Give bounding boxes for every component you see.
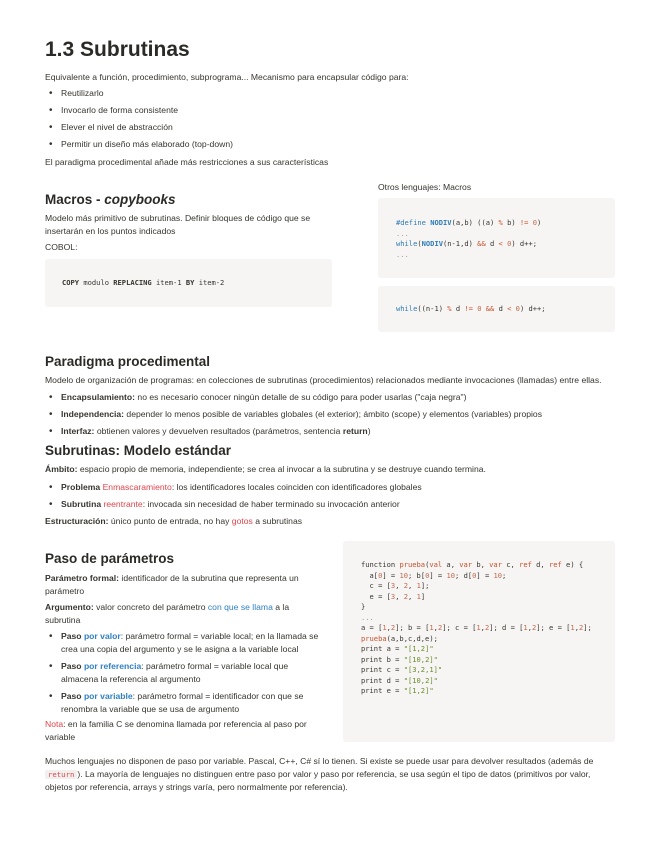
final-paragraph: Muchos lenguajes no disponen de paso por variable. Pascal, C++, C# sí lo tienen. Si existe se puede usar para devolver resultados (además de return ). La mayoría de lenguajes no distinguen entre paso por valor y paso por referencia, se usa según el tipo de datos (primitivos por valor, objetos por referencia, arrays y strings varía, pero normalmente por referencia). bbox=[45, 756, 594, 792]
scope-text: Ámbito: espacio propio de memoria, independiente; se crea al invocar a la subrutina y se destruye cuando termina. bbox=[45, 464, 486, 474]
standard-model-heading: Subrutinas: Modelo estándar bbox=[45, 443, 232, 458]
standard-list bbox=[45, 481, 620, 511]
list-item: • Problema Enmascaramiento: los identificadores locales coinciden con identificadores globales bbox=[45, 481, 620, 494]
list-item: • Elever el nivel de abstracción bbox=[45, 121, 615, 134]
cobol-label: COBOL: bbox=[45, 242, 78, 252]
argument-text: Argumento: valor concreto del parámetro con que se llama a la subrutina bbox=[45, 602, 290, 625]
formal-param-text: Parámetro formal: identificador de la subrutina que representa un parámetro bbox=[45, 573, 299, 596]
list-item: • Paso por variable: parámetro formal = identificador con que se renombra la variable que se usa de argumento bbox=[45, 690, 320, 716]
params-code-block: function prueba(val a, var b, var c, ref d, ref e) { a[0] = 10; b[0] = 10; d[0] = 10; c = [3, 2, 1]; e = [3, 2, 1] } ... a = [1,2]; b = [1,2]; c = [1,2]; d = [1,2]; e = [1,2]; prueba(a,b,c,d,e); print a = "[1,2]" print b = "[10,2]" print c = "[3,2,1]" print d = "[10,2]" print e = "[1,2]" bbox=[343, 541, 615, 742]
procedural-list bbox=[45, 391, 620, 438]
macro-code-block: #define NODIV(a,b) ((a) % b) != 0) ... while(NODIV(n-1,d) && d < 0) d++; ... bbox=[378, 198, 615, 278]
macros-desc: Modelo más primitivo de subrutinas. Definir bloques de código que se insertarán en los puntos indicados bbox=[45, 213, 311, 236]
list-item: • Encapsulamiento: no es necesario conocer ningún detalle de su código para poder usarlas ("caja negra") bbox=[45, 391, 620, 404]
procedural-heading: Paradigma procedimental bbox=[45, 354, 211, 369]
list-item: • Invocarlo de forma consistente bbox=[45, 104, 615, 117]
params-list bbox=[45, 630, 320, 716]
list-item: • Independencia: depender lo menos posible de variables globales (el exterior); ámbito (scope) y elementos (variables) propios bbox=[45, 408, 620, 421]
list-item: • Reutilizarlo bbox=[45, 87, 615, 100]
inline-code: return bbox=[45, 770, 77, 779]
intro-text: Equivalente a función, procedimiento, subprograma... Mecanismo para encapsular código para: bbox=[45, 72, 409, 82]
other-langs-label: Otros lenguajes: Macros bbox=[378, 182, 472, 192]
intro-outro: El paradigma procedimental añade más restricciones a sus características bbox=[45, 157, 329, 167]
note-text: Nota: en la familia C se denomina llamada por referencia al paso por variable bbox=[45, 719, 307, 742]
cobol-code-block: COPY modulo REPLACING item-1 BY item-2 bbox=[45, 259, 332, 307]
params-heading: Paso de parámetros bbox=[45, 551, 175, 566]
list-item: • Interfaz: obtienen valores y devuelven resultados (parámetros, sentencia return) bbox=[45, 425, 620, 438]
macros-heading: Macros - copybooks bbox=[45, 192, 176, 207]
list-item: • Paso por valor: parámetro formal = variable local; en la llamada se crea una copia del argumento y se le asigna a la variable local bbox=[45, 630, 320, 656]
list-item: • Permitir un diseño más elaborado (top-down) bbox=[45, 138, 615, 151]
procedural-desc: Modelo de organización de programas: en colecciones de subrutinas (procedimientos) relacionados mediante invocaciones (llamadas) entre ellas. bbox=[45, 375, 602, 385]
macro-expanded-code-block: while((n-1) % d != 0 && d < 0) d++; bbox=[378, 286, 615, 332]
page-title: 1.3 Subrutinas bbox=[45, 38, 190, 61]
list-item: • Paso por referencia: parámetro formal = variable local que almacena la referencia al argumento bbox=[45, 660, 320, 686]
structuring-text: Estructuración: único punto de entrada, no hay gotos a subrutinas bbox=[45, 516, 303, 526]
intro-list bbox=[45, 87, 615, 151]
list-item: • Subrutina reentrante: invocada sin necesidad de haber terminado su invocación anterior bbox=[45, 498, 620, 511]
